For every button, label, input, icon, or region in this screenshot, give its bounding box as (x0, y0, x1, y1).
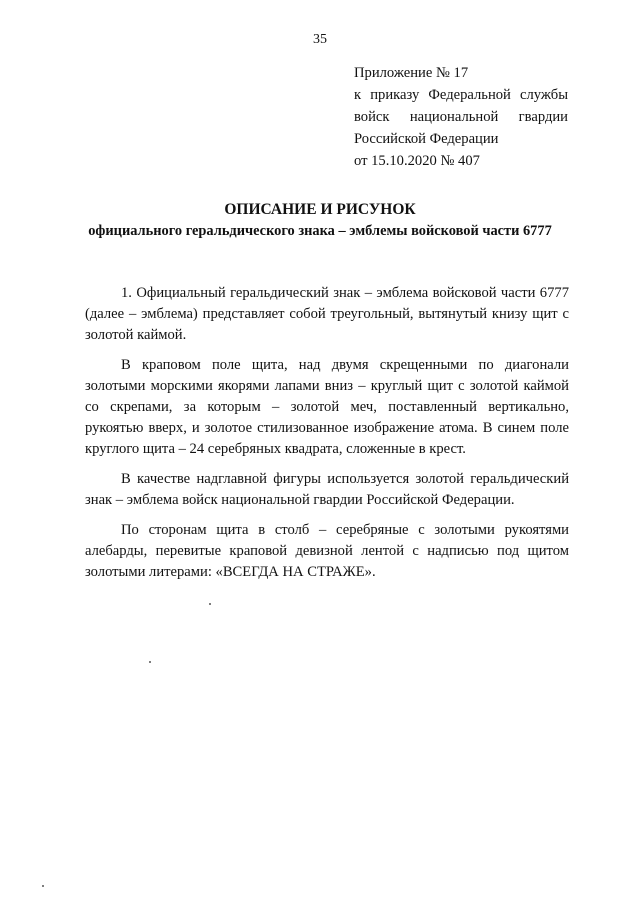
paragraph-4: По сторонам щита в столб – серебряные с золотыми рукоятями алебарды, перевитые краповой девизной лентой с надписью под щитом золотыми литерами: «ВСЕГДА НА СТРАЖЕ». (85, 522, 569, 580)
page-number: 35 (313, 32, 327, 47)
appendix-date-line: от 15.10.2020 № 407 (354, 153, 480, 169)
document-body (85, 283, 569, 592)
appendix-block (354, 62, 568, 172)
scan-speck (209, 603, 211, 605)
appendix-agency-line: войск национальной гвардии (354, 109, 568, 125)
appendix-number: Приложение № 17 (354, 65, 469, 81)
appendix-order-line: к приказу Федеральной службы (354, 87, 568, 103)
paragraph-1: 1. Официальный геральдический знак – эмблема войсковой части 6777 (далее – эмблема) представляет собой треугольный, вытянутый книзу щит с золотой каймой. (85, 285, 569, 343)
document-heading: ОПИСАНИЕ И РИСУНОК (224, 201, 416, 218)
scan-speck (149, 661, 151, 663)
paragraph-2: В краповом поле щита, над двумя скрещенными по диагонали золотыми морскими якорями лапами вниз – круглый щит с золотой каймой со скрепами, за которым – золотой меч, поставленный вертикально, рукоятью вверх, и золотое стилизованное изображение атома. В синем поле круглого щита – 24 серебряных квадрата, сложенные в крест. (85, 357, 569, 457)
paragraph-3: В качестве надглавной фигуры используется золотой геральдический знак – эмблема войск национальной гвардии Российской Федерации. (85, 471, 569, 508)
document-subheading: официального геральдического знака – эмблемы войсковой части 6777 (88, 223, 552, 239)
appendix-country-line: Российской Федерации (354, 131, 499, 147)
scan-speck (42, 885, 44, 887)
